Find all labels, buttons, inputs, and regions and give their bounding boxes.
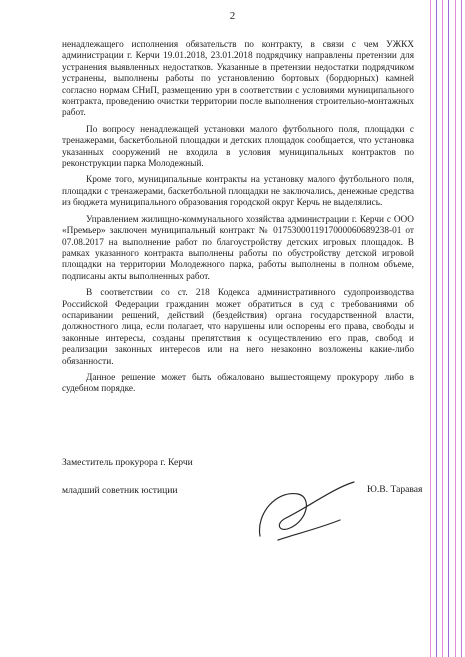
margin-line	[436, 0, 437, 657]
paragraph-football-field: По вопросу ненадлежащей установки малого футбольного поля, площадки с тренажерами, баскетбольной площадки и детских площадок сообщается, что установка указанных сооружений не входила в условия муниципальных контрактов по реконструкции парка Молодежный.	[62, 124, 414, 170]
paragraph-contract-claims: ненадлежащего исполнения обязательств по контракту, в связи с чем УЖКХ администрации г. Керчи 19.01.2018, 23.01.2018 подрядчику направлены претензии для устранения выявленных недостатков. Указанные в претензии недостатки подрядчиком устранены, выполнены работы по установлению бортовых (бордюрных) камней согласно нормам СНиП, размещению урн в соответствии с условиями муниципального контракта, проведению очистки территории после выполнения строительно-монтажных работ.	[62, 40, 414, 119]
margin-line	[461, 0, 462, 657]
margin-line	[455, 0, 456, 657]
paragraph-premier-contract: Управлением жилищно-коммунального хозяйства администрации г. Керчи с ООО «Премьер» заключен муниципальный контракт № 0175300011917000060689238-01 от 07.08.2017 на выполнение работ по благоустройству детских игровых площадок. В рамках указанного контракта выполнены работы по обустройству детской игровой площадки на территории Молодежного парка, работы выполнены в полном объеме, подписаны акты выполненных работ.	[62, 214, 414, 282]
signatory-rank: младший советник юстиции	[62, 485, 178, 496]
paragraph-funding: Кроме того, муниципальные контракты на установку малого футбольного поля, площадки с тренажерами, баскетбольной площадки не заключались, денежные средства из бюджета муниципального образования городской округ Керчь не выделялись.	[62, 175, 414, 209]
margin-line	[442, 0, 443, 657]
margin-line	[430, 0, 431, 657]
page-number: 2	[229, 10, 236, 22]
handwritten-signature	[250, 474, 360, 554]
signatory-name: Ю.В. Таравая	[367, 484, 423, 495]
paragraph-legal-basis: В соответствии со ст. 218 Кодекса административного судопроизводства Российской Федерации гражданин может обратиться в суд с требованиями об оспаривании решений, действий (бездействия) органа государственной власти, должностного лица, если полагает, что нарушены или оспорены его права, свободы и законные интересы, созданы препятствия к осуществлению его прав, свобод и реализации законных интересов или на него незаконно возложены какие-либо обязанности.	[62, 288, 414, 367]
letter-body	[62, 40, 414, 401]
signatory-title: Заместитель прокурора г. Керчи	[62, 457, 193, 468]
paragraph-appeal: Данное решение может быть обжаловано вышестоящему прокурору либо в судебном порядке.	[62, 372, 414, 395]
margin-line	[448, 0, 449, 657]
